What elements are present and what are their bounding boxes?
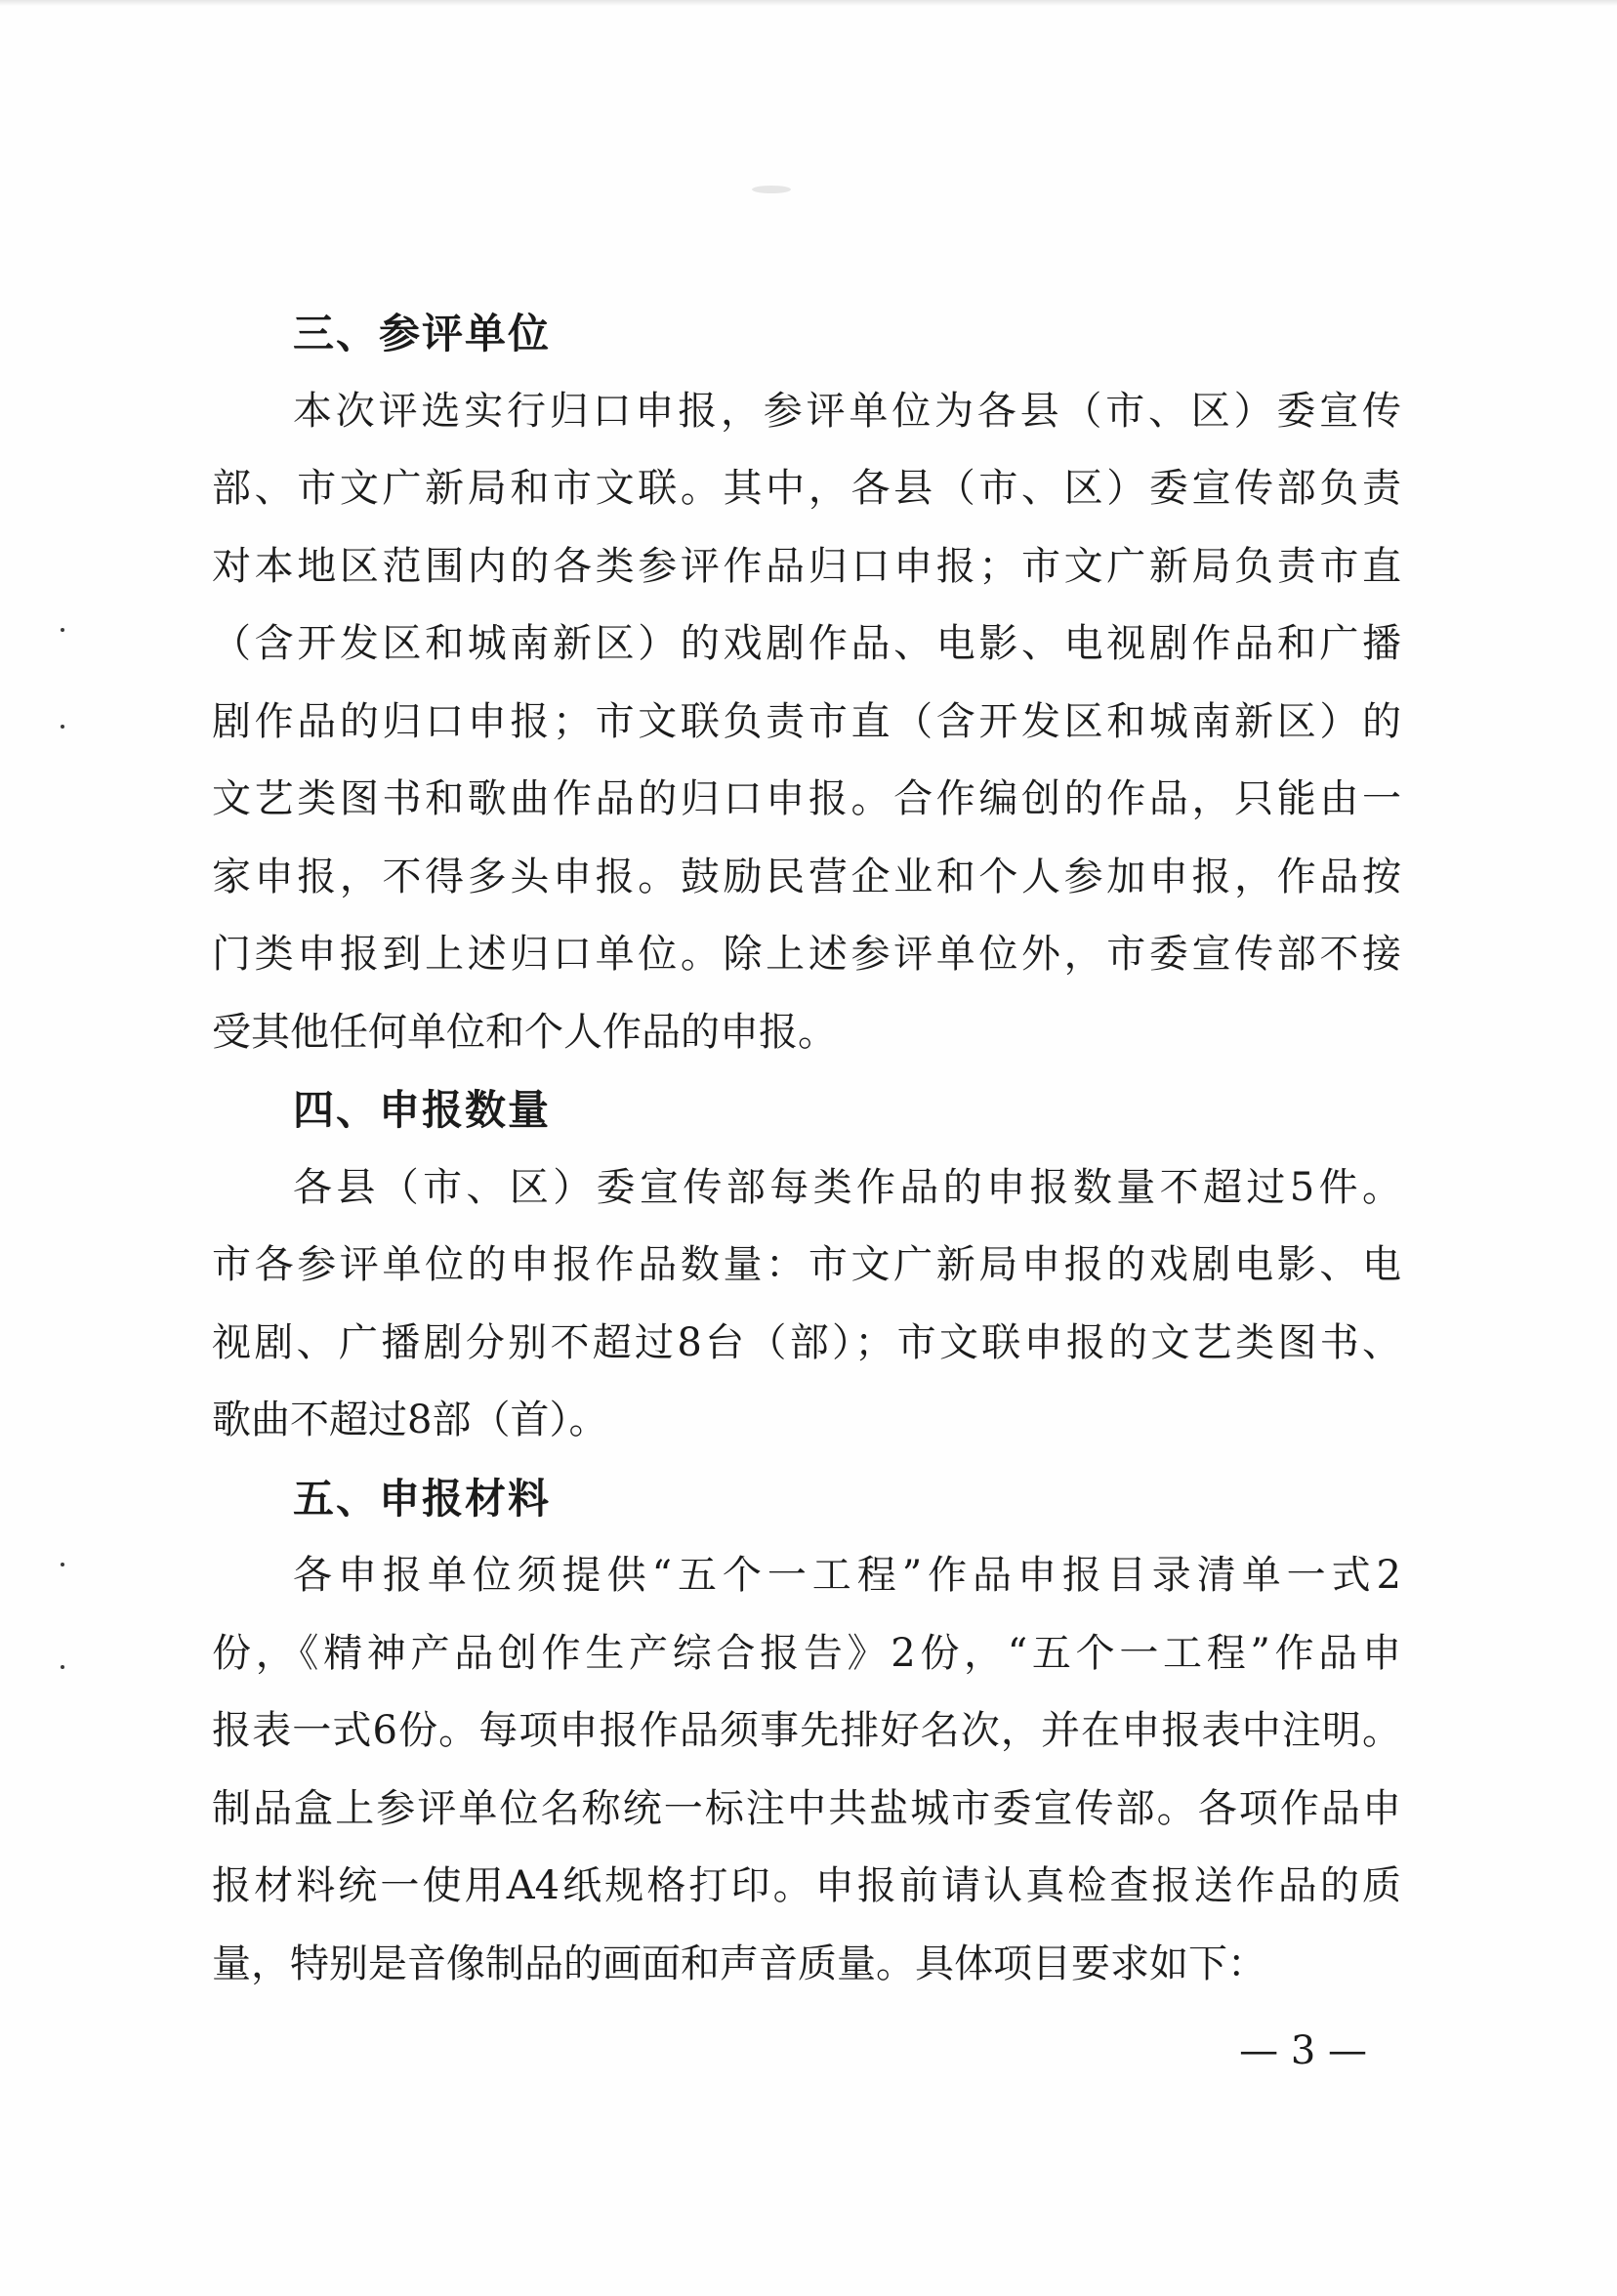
paragraph-line: 量，特别是音像制品的画面和声音质量。具体项目要求如下： [212, 1941, 1266, 1986]
scan-dot [61, 725, 64, 729]
paragraph-line: 文艺类图书和歌曲作品的归口申报。合作编创的作品，只能由一 [212, 776, 1401, 821]
paragraph-line: 报材料统一使用A4纸规格打印。申报前请认真检查报送作品的质 [212, 1863, 1401, 1908]
paragraph-line: 各县（市、区）委宣传部每类作品的申报数量不超过5件。 [293, 1164, 1401, 1210]
paragraph-line: 家申报，不得多头申报。鼓励民营企业和个人参加申报，作品按 [212, 854, 1401, 899]
paragraph-line: 市各参评单位的申报作品数量：市文广新局申报的戏剧电影、电 [212, 1242, 1401, 1287]
paragraph-line: 歌曲不超过8部（首）。 [212, 1398, 608, 1442]
page-number: — 3 — [1239, 2028, 1367, 2073]
scan-dot [61, 628, 64, 632]
section-heading: 三、参评单位 [293, 310, 552, 357]
section-heading: 四、申报数量 [293, 1086, 552, 1134]
scan-smudge [752, 186, 791, 193]
document-body [212, 295, 1401, 2003]
paragraph-line: 对本地区范围内的各类参评作品归口申报；市文广新局负责市直 [212, 543, 1401, 589]
paragraph-line: 报表一式6份。每项申报作品须事先排好名次，并在申报表中注明。 [212, 1708, 1401, 1753]
paragraph-line: （含开发区和城南新区）的戏剧作品、电影、电视剧作品和广播 [212, 621, 1401, 666]
paragraph-line: 制品盒上参评单位名称统一标注中共盐城市委宣传部。各项作品申 [212, 1785, 1401, 1831]
paragraph-line: 剧作品的归口申报；市文联负责市直（含开发区和城南新区）的 [212, 698, 1401, 744]
paragraph-line: 份，《精神产品创作生产综合报告》2份，“五个一工程”作品申 [212, 1630, 1401, 1676]
paragraph-line: 部、市文广新局和市文联。其中，各县（市、区）委宣传部负责 [212, 466, 1401, 511]
scan-dot [61, 1563, 64, 1566]
paragraph-line: 各申报单位须提供“五个一工程”作品申报目录清单一式2 [293, 1553, 1401, 1598]
scan-dot [61, 1665, 64, 1669]
section-heading: 五、申报材料 [293, 1474, 552, 1523]
paragraph-line: 本次评选实行归口申报，参评单位为各县（市、区）委宣传 [293, 388, 1401, 434]
paragraph-line: 受其他任何单位和个人作品的申报。 [212, 1009, 837, 1055]
scan-edge-shadow [0, 0, 1617, 6]
paragraph-line: 门类申报到上述归口单位。除上述参评单位外，市委宣传部不接 [212, 932, 1401, 977]
paragraph-line: 视剧、广播剧分别不超过8台（部）；市文联申报的文艺类图书、 [212, 1319, 1401, 1365]
